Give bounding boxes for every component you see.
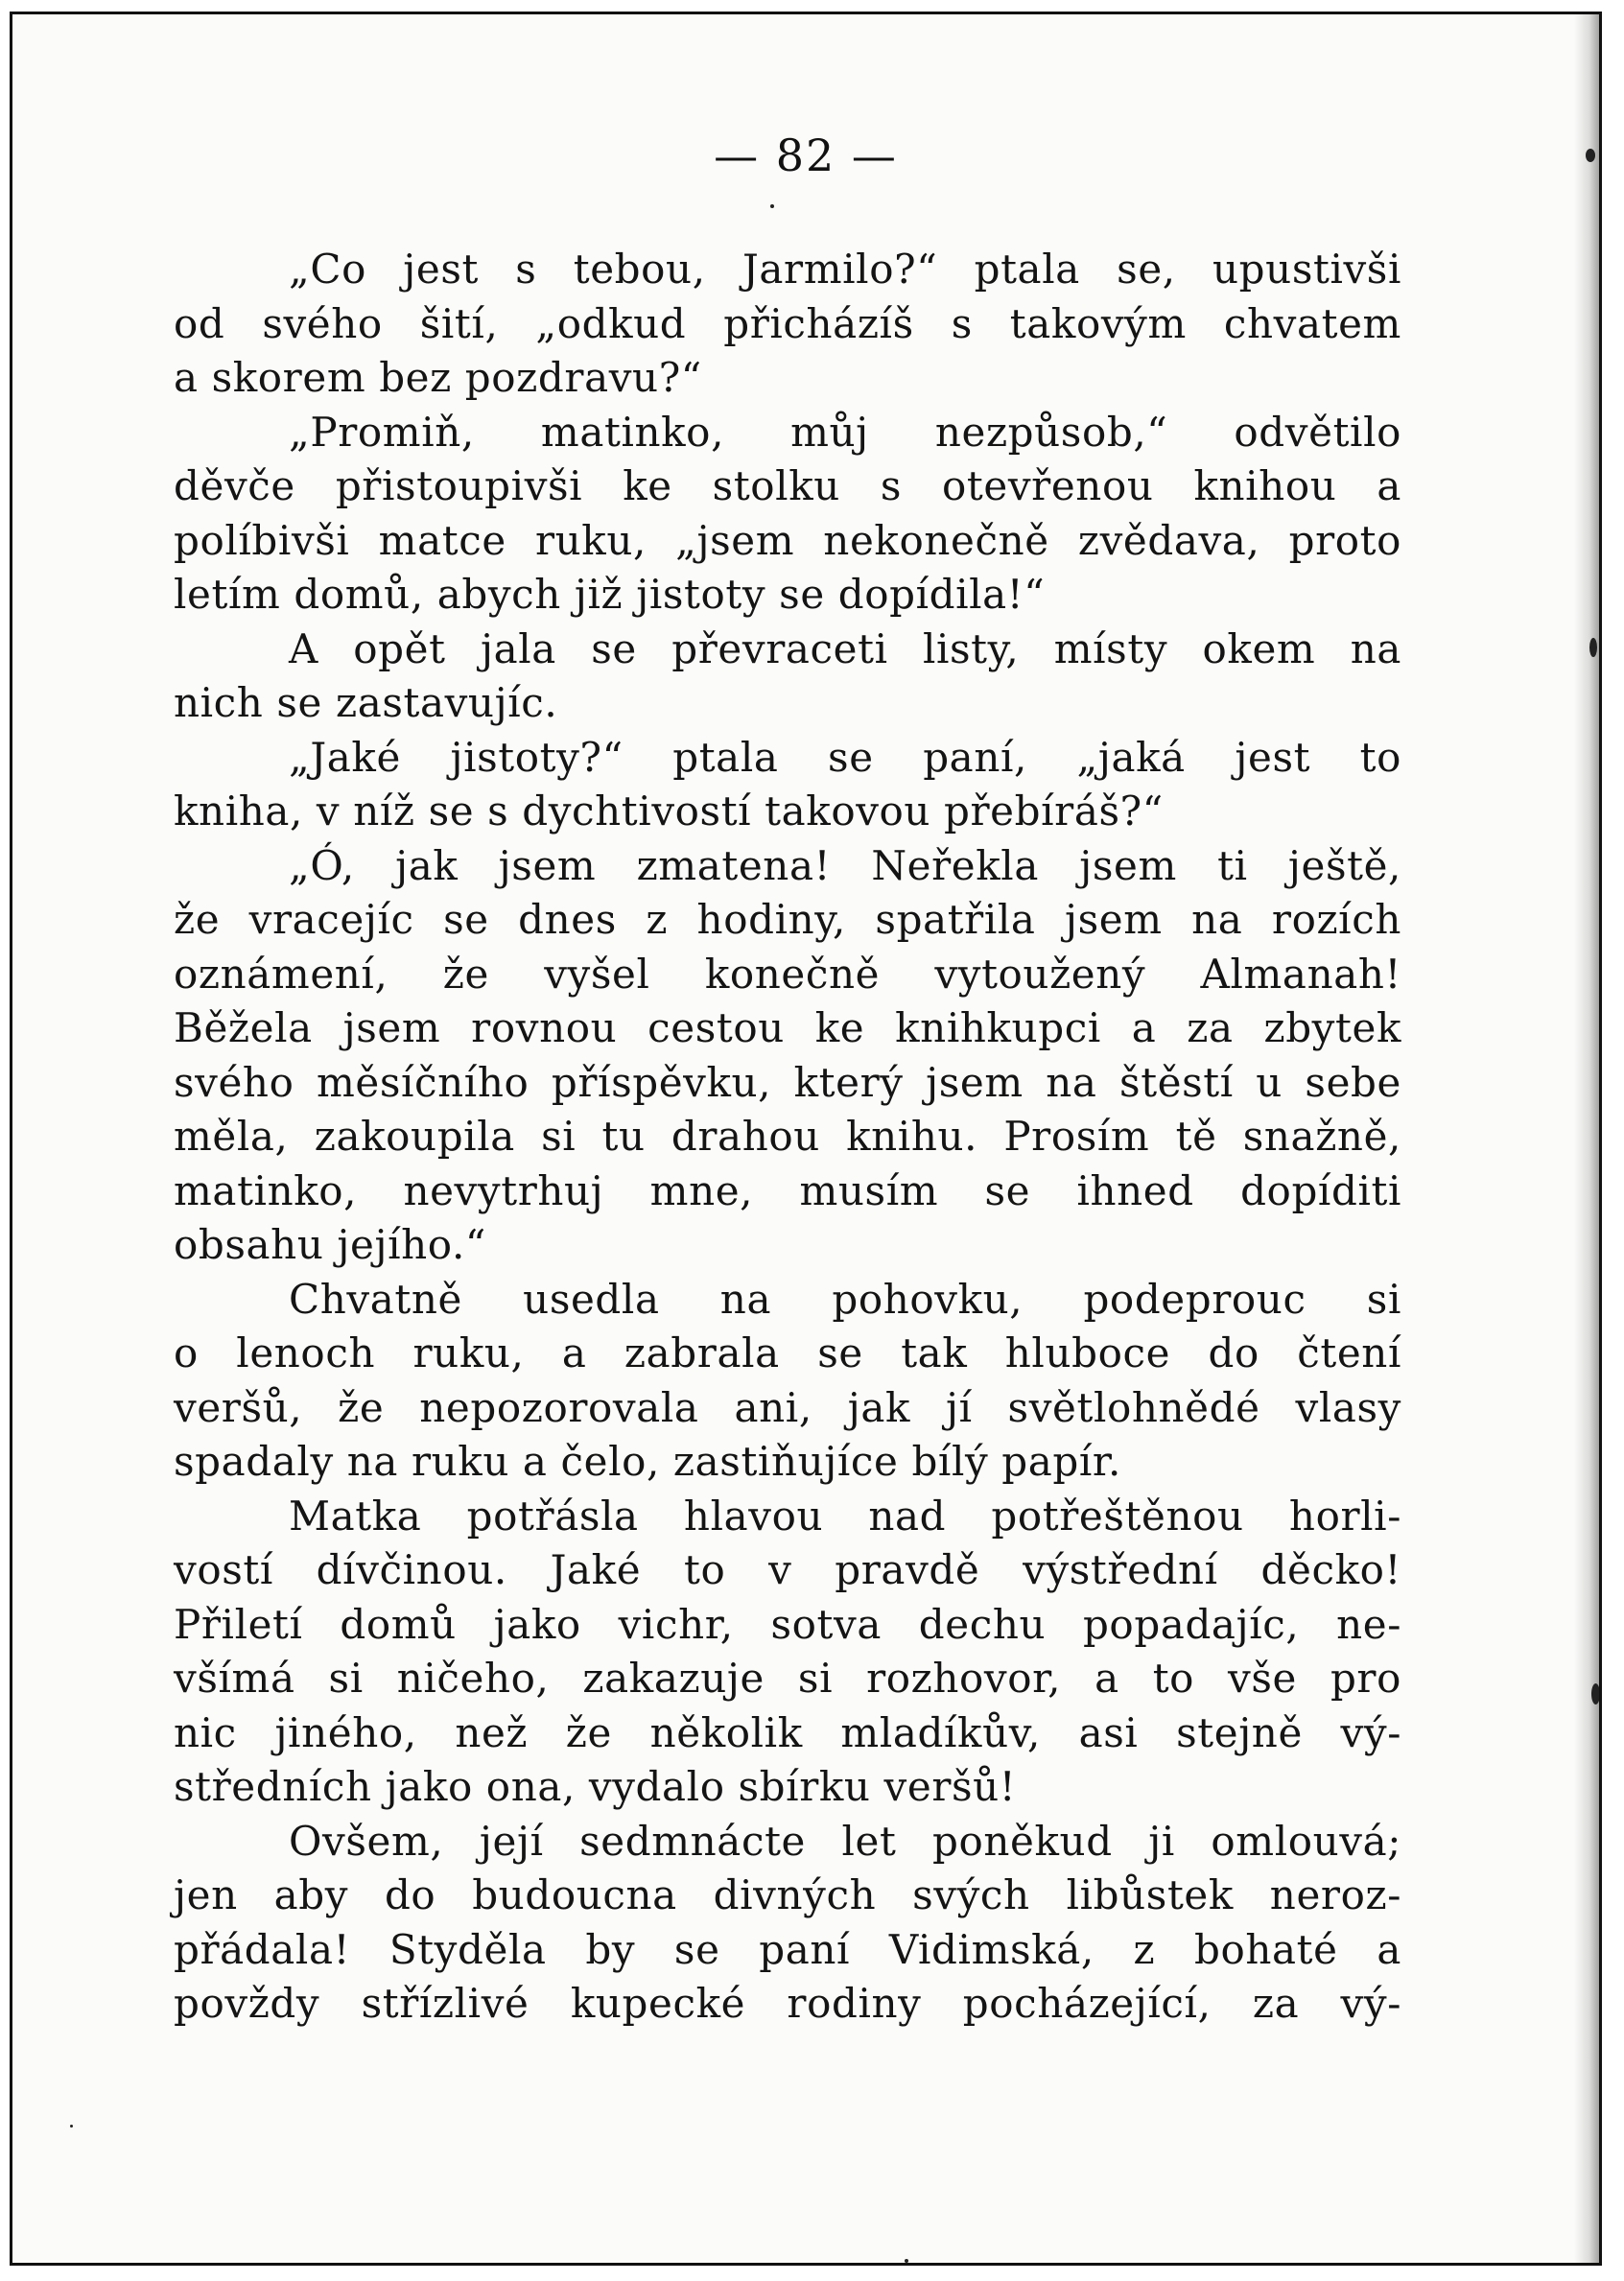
scan-speck: [70, 2125, 73, 2128]
text-line: a skorem bez pozdravu?“: [174, 354, 702, 401]
text-line: „Jaké jistoty?“ ptala se paní, „jaká jest to: [289, 733, 1401, 781]
text-line: nich se zastavujíc.: [174, 679, 558, 726]
text-line: „Ó, jak jsem zmatena! Neřekla jsem ti ještě,: [289, 841, 1401, 889]
text-line: děvče přistoupivši ke stolku s otevřenou knihou a: [174, 462, 1401, 509]
page-number: — 82 —: [714, 129, 898, 181]
text-line: od svého šití, „odkud přicházíš s takovým chvatem: [174, 299, 1401, 347]
scanned-page: [10, 12, 1602, 2266]
scan-speck: [905, 2259, 908, 2263]
text-line: kniha, v níž se s dychtivostí takovou přebíráš?“: [174, 788, 1164, 835]
body-text: [174, 243, 1401, 2032]
text-line: povždy střízlivé kupecké rodiny pocházející, za vý-: [174, 1980, 1401, 2027]
text-line: veršů, že nepozorovala ani, jak jí světlohnědé vlasy: [174, 1383, 1401, 1431]
text-line: obsahu jejího.“: [174, 1221, 486, 1268]
text-line: oznámení, že vyšel konečně vytoužený Almanah!: [174, 950, 1401, 998]
text-line: letím domů, abych již jistoty se dopídila!“: [174, 571, 1046, 618]
text-line: A opět jala se převraceti listy, místy okem na: [289, 624, 1401, 672]
text-line: přádala! Styděla by se paní Vidimská, z bohaté a: [174, 1925, 1401, 1973]
text-line: spadaly na ruku a čelo, zastiňujíce bílý papír.: [174, 1438, 1121, 1485]
scan-speck: [1589, 638, 1597, 657]
text-line: že vracejíc se dnes z hodiny, spatřila jsem na rozích: [174, 896, 1401, 943]
text-line: matinko, nevytrhuj mne, musím se ihned dopíditi: [174, 1166, 1401, 1214]
text-line: svého měsíčního příspěvku, který jsem na štěstí u sebe: [174, 1058, 1401, 1106]
text-line: Matka potřásla hlavou nad potřeštěnou horli-: [289, 1492, 1401, 1540]
text-line: Běžela jsem rovnou cestou ke knihkupci a za zbytek: [174, 1004, 1401, 1051]
text-line: políbivši matce ruku, „jsem nekonečně zvědava, proto: [174, 516, 1401, 564]
text-line: Přiletí domů jako vichr, sotva dechu popadajíc, ne-: [174, 1600, 1401, 1648]
text-line: nic jiného, než že několik mladíkův, asi stejně vý-: [174, 1708, 1401, 1756]
text-line: středních jako ona, vydalo sbírku veršů!: [174, 1763, 1017, 1810]
text-line: „Promiň, matinko, můj nezpůsob,“ odvětilo: [289, 408, 1401, 456]
scan-speck: [1586, 149, 1595, 162]
text-line: Ovšem, její sedmnácte let poněkud ji omlouvá;: [289, 1817, 1401, 1865]
text-line: o lenoch ruku, a zabrala se tak hluboce do čtení: [174, 1329, 1401, 1376]
text-line: vostí dívčinou. Jaké to v pravdě výstřední děcko!: [174, 1546, 1401, 1593]
scan-speck: [1591, 1683, 1600, 1705]
scan-speck: [770, 204, 774, 208]
text-line: Chvatně usedla na pohovku, podeprouc si: [289, 1275, 1401, 1323]
text-line: všímá si ničeho, zakazuje si rozhovor, a to vše pro: [174, 1655, 1401, 1702]
text-line: měla, zakoupila si tu drahou knihu. Prosím tě snažně,: [174, 1113, 1401, 1160]
text-line: „Co jest s tebou, Jarmilo?“ ptala se, upustivši: [289, 246, 1401, 293]
text-line: jen aby do budoucna divných svých libůstek neroz-: [174, 1871, 1401, 1918]
page-edge-shadow: [1574, 14, 1599, 2263]
